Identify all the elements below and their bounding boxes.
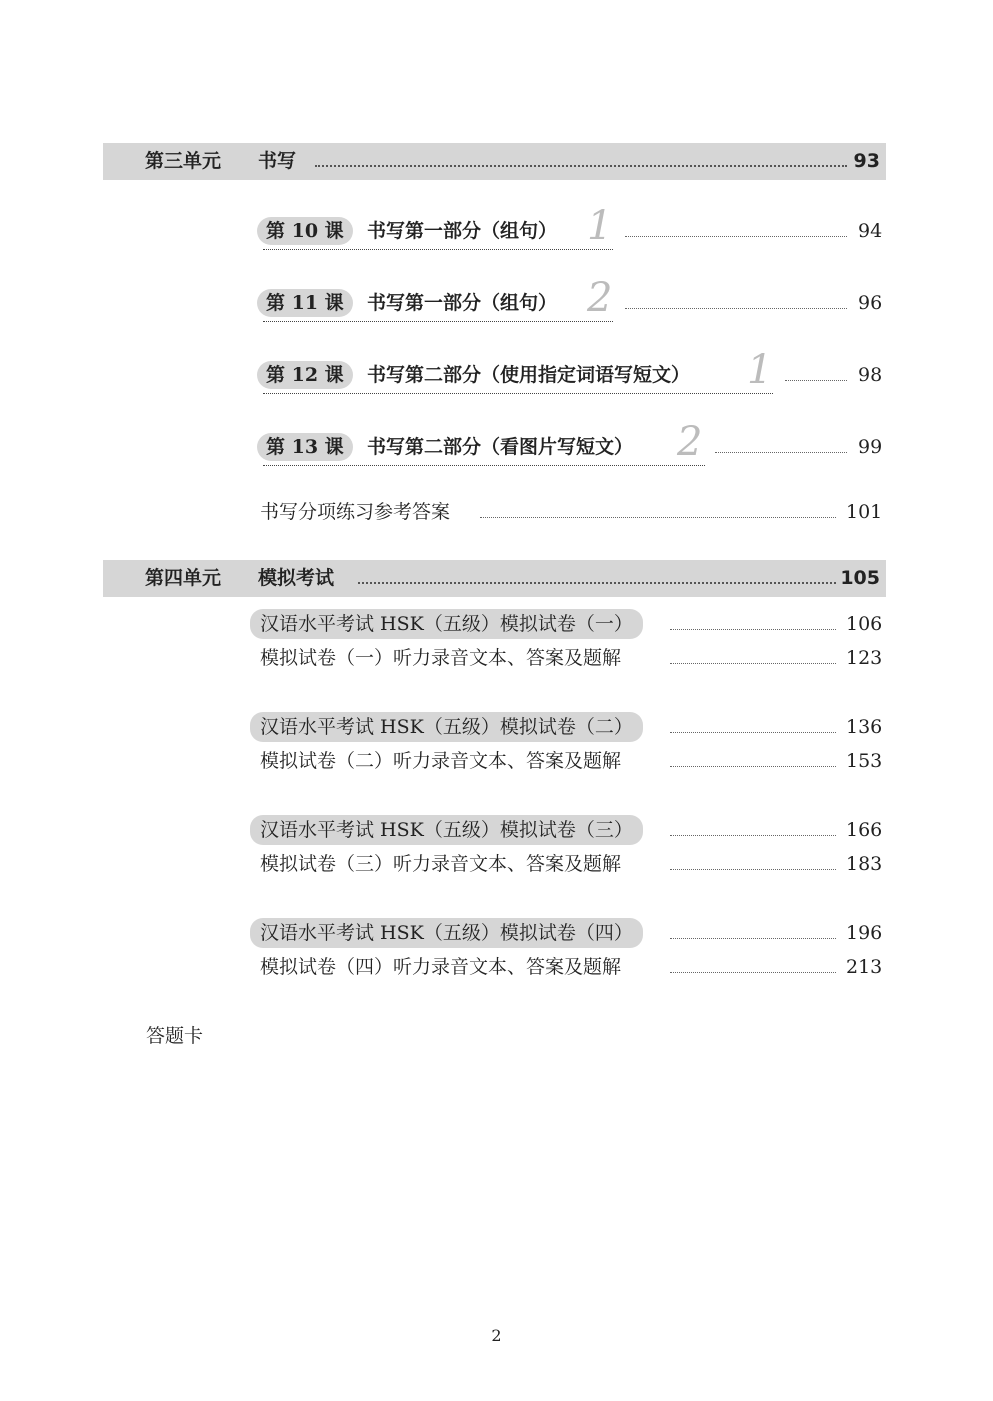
entry-page: 183: [846, 853, 883, 875]
part-number: 2: [677, 419, 703, 465]
leader-dots: [670, 732, 836, 733]
unit-page: 93: [853, 150, 880, 172]
exam-entry[interactable]: [250, 712, 885, 742]
leader-dots: [670, 869, 836, 870]
entry-title: 模拟试卷（一）听力录音文本、答案及题解: [260, 647, 622, 669]
lesson-entry[interactable]: [257, 347, 897, 395]
unit-header: [103, 143, 886, 180]
lesson-title: 书写第二部分（看图片写短文）: [367, 436, 634, 458]
lesson-page: 96: [858, 292, 883, 314]
entry-title: 汉语水平考试 HSK（五级）模拟试卷（三）: [250, 815, 643, 845]
leader-dots: [670, 663, 836, 664]
title-underline: [263, 393, 773, 394]
leader-dots: [625, 236, 847, 237]
leader-dots: [670, 938, 836, 939]
unit-label: 第四单元: [145, 567, 222, 589]
exam-entry[interactable]: [250, 815, 885, 845]
leader-dots: [625, 308, 847, 309]
lesson-page: 94: [858, 220, 883, 242]
exam-entry[interactable]: [250, 609, 885, 639]
leader-dots: [670, 972, 836, 973]
lesson-label: 第 10 课: [257, 217, 353, 245]
unit-page: 105: [840, 567, 880, 589]
writing-answers-entry[interactable]: [250, 497, 885, 527]
leader-dots: [480, 517, 836, 518]
entry-page: 101: [846, 501, 883, 523]
lesson-entry[interactable]: [257, 203, 897, 251]
unit-header: [103, 560, 886, 597]
lesson-entry[interactable]: [257, 419, 897, 467]
exam-answers-entry[interactable]: [250, 746, 885, 776]
page-number: 2: [491, 1326, 502, 1345]
exam-entry[interactable]: [250, 918, 885, 948]
unit-title: 书写: [258, 150, 297, 172]
entry-page: 213: [846, 956, 883, 978]
leader-dots: [715, 452, 847, 453]
lesson-title: 书写第一部分（组句）: [367, 292, 558, 314]
entry-title: 模拟试卷（四）听力录音文本、答案及题解: [260, 956, 622, 978]
leader-dots: [315, 165, 847, 167]
lesson-page: 99: [858, 436, 883, 458]
lesson-title: 书写第二部分（使用指定词语写短文）: [367, 364, 691, 386]
title-underline: [263, 321, 613, 322]
part-number: 1: [747, 347, 773, 393]
exam-answers-entry[interactable]: [250, 643, 885, 673]
leader-dots: [670, 835, 836, 836]
lesson-title: 书写第一部分（组句）: [367, 220, 558, 242]
entry-page: 153: [846, 750, 883, 772]
lesson-entry[interactable]: [257, 275, 897, 323]
entry-title: 汉语水平考试 HSK（五级）模拟试卷（四）: [250, 918, 643, 948]
exam-answers-entry[interactable]: [250, 952, 885, 982]
leader-dots: [358, 582, 836, 584]
answer-card-entry[interactable]: 答题卡: [146, 1025, 204, 1047]
entry-title: 书写分项练习参考答案: [260, 501, 451, 523]
entry-title: 模拟试卷（二）听力录音文本、答案及题解: [260, 750, 622, 772]
entry-title: 汉语水平考试 HSK（五级）模拟试卷（二）: [250, 712, 643, 742]
entry-page: 166: [846, 819, 883, 841]
entry-title: 模拟试卷（三）听力录音文本、答案及题解: [260, 853, 622, 875]
entry-title: 汉语水平考试 HSK（五级）模拟试卷（一）: [250, 609, 643, 639]
entry-page: 106: [846, 613, 883, 635]
entry-page: 123: [846, 647, 883, 669]
exam-answers-entry[interactable]: [250, 849, 885, 879]
title-underline: [263, 465, 705, 466]
unit-title: 模拟考试: [258, 567, 335, 589]
title-underline: [263, 249, 613, 250]
lesson-label: 第 11 课: [257, 289, 353, 317]
entry-page: 196: [846, 922, 883, 944]
entry-page: 136: [846, 716, 883, 738]
part-number: 2: [587, 275, 613, 321]
unit-label: 第三单元: [145, 150, 222, 172]
leader-dots: [670, 629, 836, 630]
lesson-label: 第 12 课: [257, 361, 353, 389]
leader-dots: [785, 380, 847, 381]
lesson-label: 第 13 课: [257, 433, 353, 461]
lesson-page: 98: [858, 364, 883, 386]
leader-dots: [670, 766, 836, 767]
part-number: 1: [587, 203, 613, 249]
